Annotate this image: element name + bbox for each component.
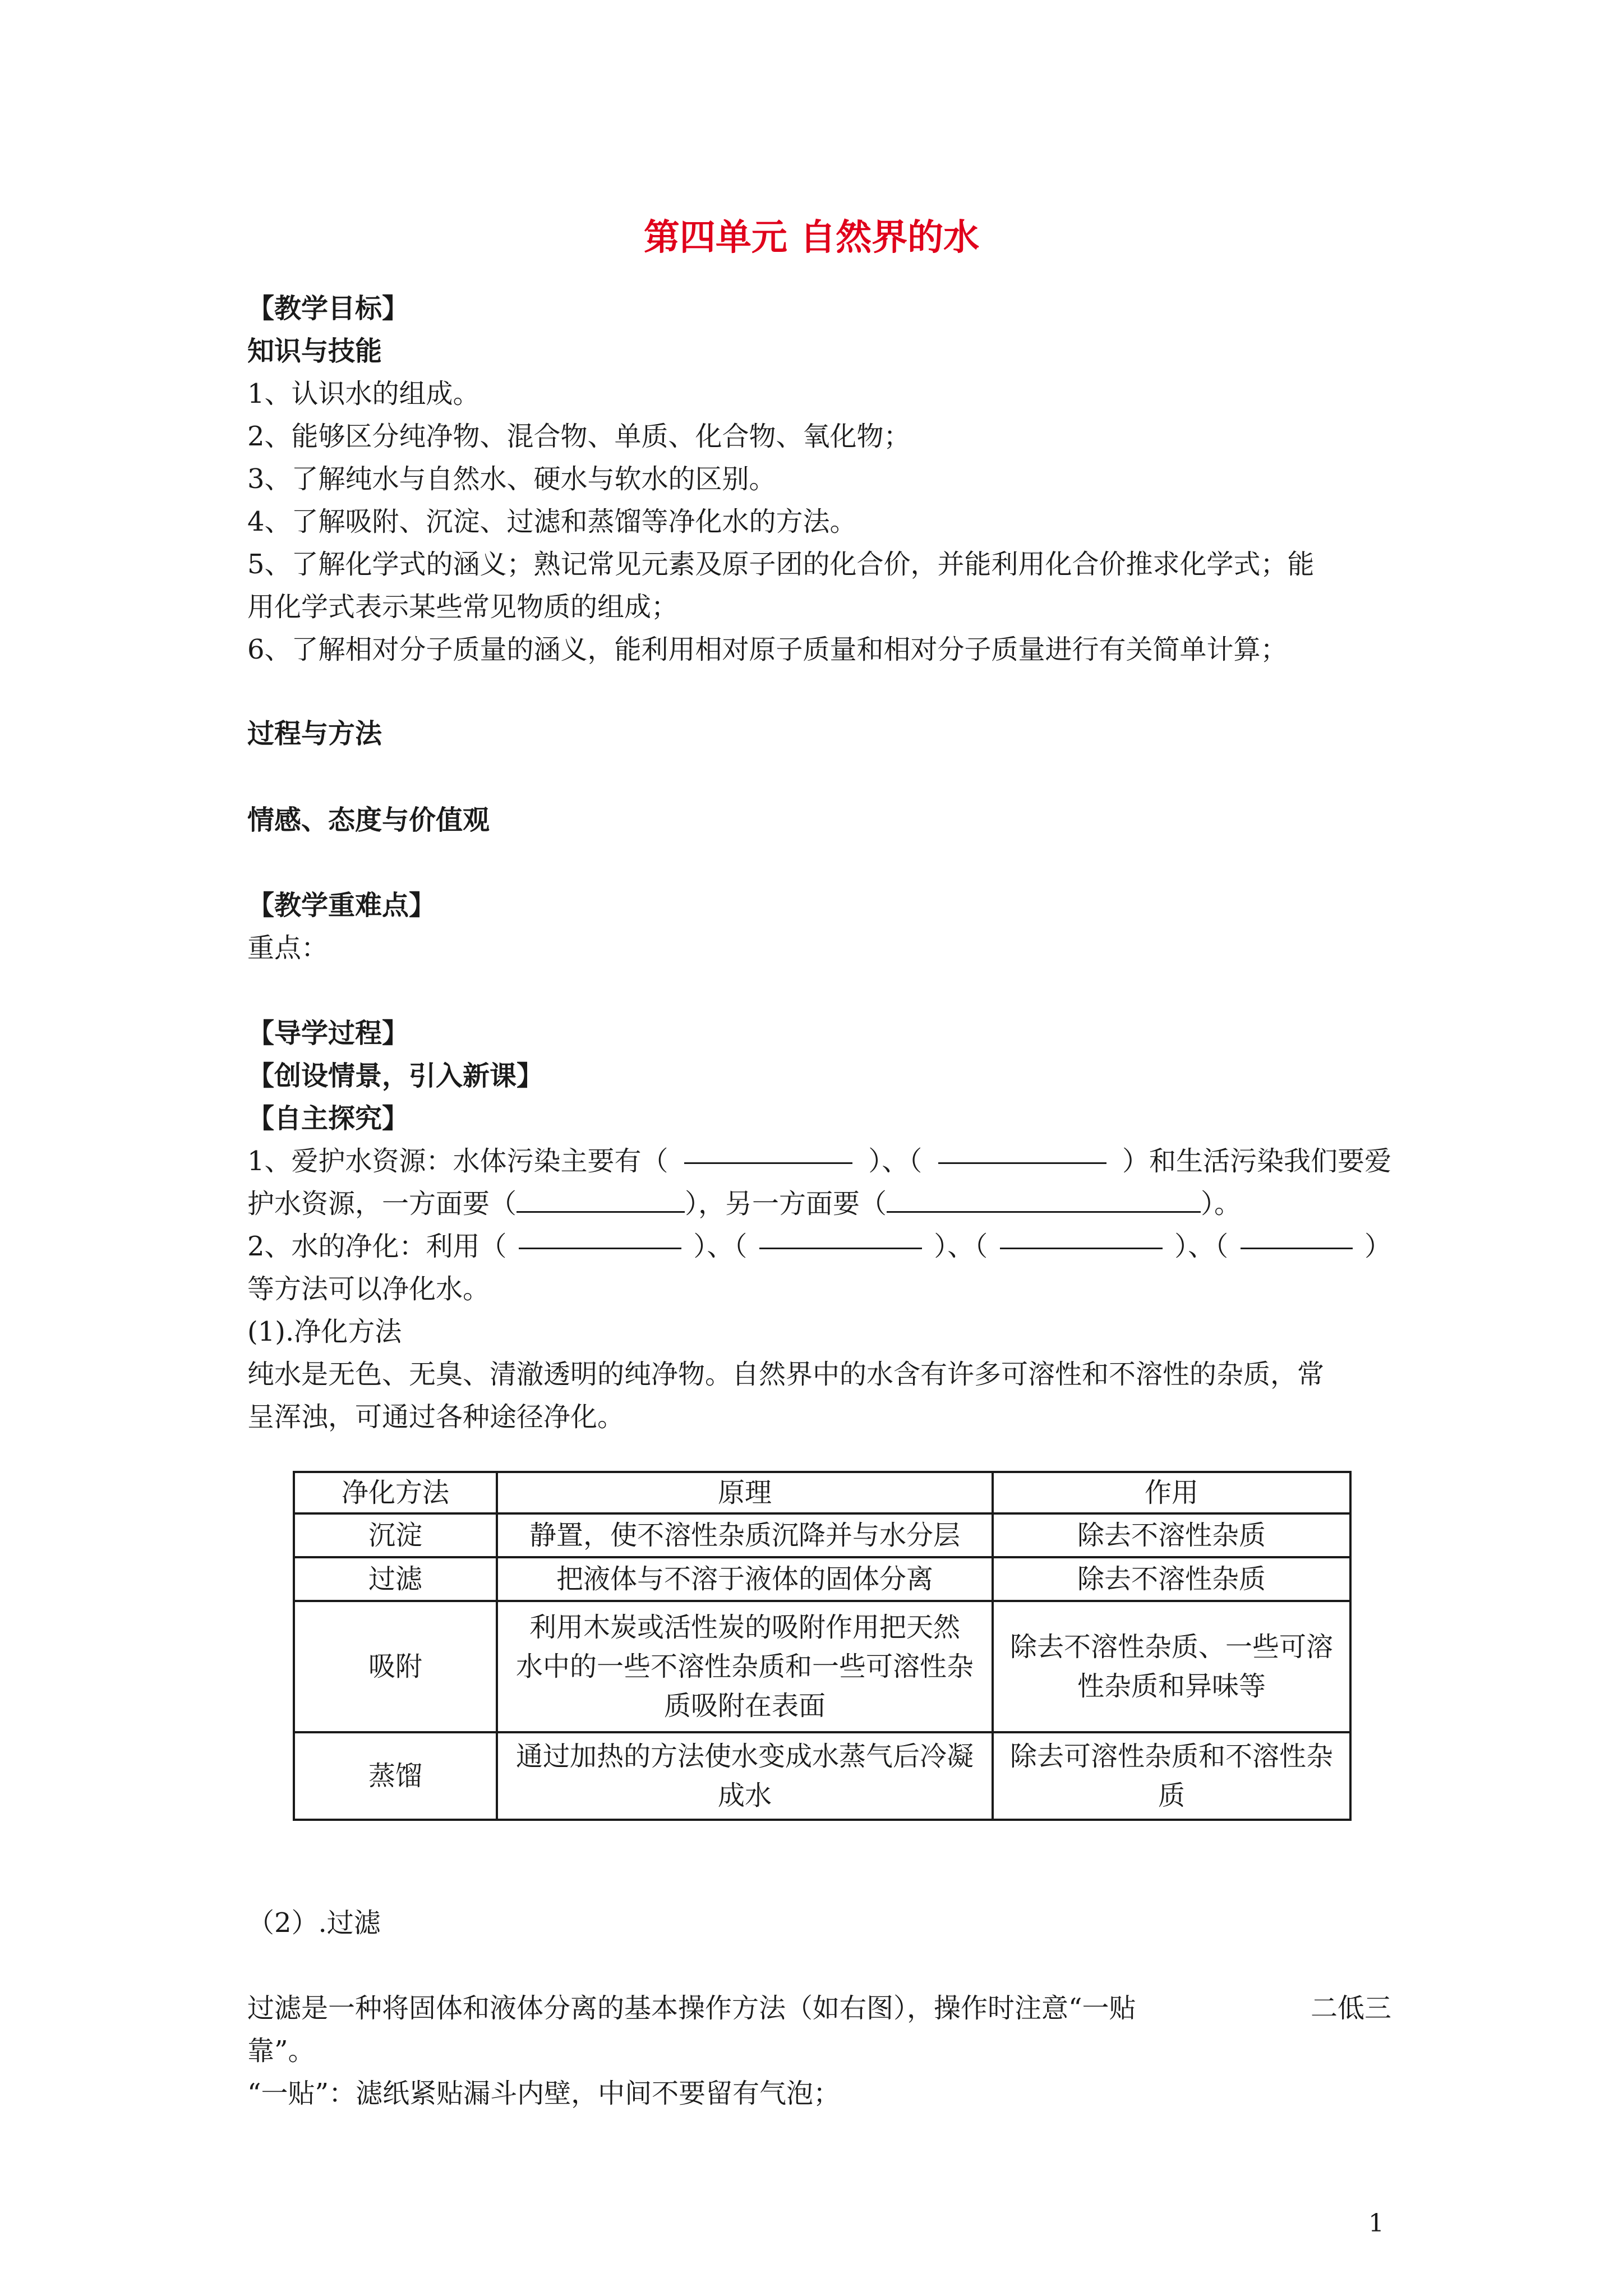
q1-text-e: ），另一方面要（ — [685, 1188, 887, 1220]
effect-cell — [993, 1601, 1350, 1732]
q1-text-c: ）和生活污染我们要爱 — [1122, 1145, 1391, 1177]
goal-item-6: 6、了解相对分子质量的涵义，能利用相对原子质量和相对分子质量进行有关简单计算； — [247, 634, 1288, 665]
table-header-row — [294, 1472, 1350, 1513]
effect-line: 质 — [1158, 1780, 1185, 1811]
principle-line: 静置，使不溶性杂质沉降并与水分层 — [529, 1520, 960, 1551]
q2-text-a: 2、水的净化：利用（ — [247, 1231, 507, 1262]
keypoints-heading: 【教学重难点】 — [247, 890, 436, 921]
principle-line: 利用木炭或活性炭的吸附作用把天然 — [529, 1612, 960, 1643]
filter-text-line-1 — [247, 1987, 1391, 2030]
effect-cell — [993, 1557, 1350, 1601]
process-heading: 过程与方法 — [247, 718, 382, 749]
q2-text-c: ）、（ — [934, 1231, 988, 1262]
effect-cell — [993, 1732, 1350, 1820]
question-1-line-1 — [247, 1140, 1391, 1182]
table-row — [294, 1732, 1350, 1820]
method-cell: 吸附 — [294, 1601, 497, 1732]
effect-line: 除去可溶性杂质和不溶性杂 — [1009, 1741, 1333, 1772]
goal-item-4: 4、了解吸附、沉淀、过滤和蒸馏等净化水的方法。 — [247, 506, 857, 537]
intro-heading: 【创设情景，引入新课】 — [247, 1060, 544, 1092]
method-cell: 过滤 — [294, 1557, 497, 1601]
filter-text-1a: 过滤是一种将固体和液体分离的基本操作方法（如右图），操作时注意“一贴 — [247, 1993, 1136, 2024]
filter-text-1b: 二低三 — [1310, 1993, 1391, 2024]
effect-line: 除去不溶性杂质 — [1077, 1563, 1266, 1595]
keypoints-label: 重点： — [247, 932, 329, 964]
q1-text-d: 护水资源，一方面要（ — [247, 1188, 517, 1220]
effect-line: 性杂质和异味等 — [1077, 1671, 1266, 1702]
principle-cell — [497, 1732, 993, 1820]
goal-item-2: 2、能够区分纯净物、混合物、单质、化合物、氧化物； — [247, 421, 911, 452]
effect-line: 除去不溶性杂质、一些可溶 — [1009, 1631, 1333, 1663]
q2-text-e: ） — [1364, 1231, 1391, 1262]
goals-heading: 【教学目标】 — [247, 293, 409, 324]
q1-text-a: 1、爱护水资源：水体污染主要有（ — [247, 1145, 668, 1177]
question-1-line-2 — [247, 1182, 1391, 1225]
question-2-line-1 — [247, 1225, 1391, 1268]
q2-text-b: ）、（ — [693, 1231, 748, 1262]
q2-blank-2[interactable] — [759, 1225, 922, 1249]
principle-line: 水中的一些不溶性杂质和一些可溶性杂 — [515, 1651, 974, 1682]
effect-line: 除去不溶性杂质 — [1077, 1520, 1266, 1551]
principle-line: 成水 — [717, 1780, 772, 1811]
table-header-method: 净化方法 — [294, 1472, 497, 1513]
principle-cell — [497, 1513, 993, 1557]
method-text-line-1: 纯水是无色、无臭、清澈透明的纯净物。自然界中的水含有许多可溶性和不溶性的杂质，常 — [247, 1359, 1325, 1390]
page-number: 1 — [1368, 2209, 1384, 2238]
effect-cell — [993, 1513, 1350, 1557]
goal-item-5: 5、了解化学式的涵义；熟记常见元素及原子团的化合价，并能利用化合价推求化学式；能 — [247, 549, 1315, 580]
knowledge-heading: 知识与技能 — [247, 335, 382, 367]
table-row — [294, 1557, 1350, 1601]
q1-text-b: ）、（ — [868, 1145, 923, 1177]
principle-line: 通过加热的方法使水变成水蒸气后冷凝 — [515, 1741, 974, 1772]
table-header-principle: 原理 — [497, 1472, 993, 1513]
goal-item-3: 3、了解纯水与自然水、硬水与软水的区别。 — [247, 463, 776, 495]
q2-blank-3[interactable] — [1000, 1225, 1163, 1249]
filter-text-line-3: “一贴”：滤纸紧贴漏斗内壁，中间不要留有气泡； — [247, 2078, 841, 2109]
page-title: 第四单元 自然界的水 — [643, 217, 980, 259]
q1-blank-4[interactable] — [887, 1189, 1201, 1213]
guide-heading: 【导学过程】 — [247, 1018, 409, 1049]
table-header-effect: 作用 — [993, 1472, 1350, 1513]
q2-text-d: ）、（ — [1174, 1231, 1229, 1262]
method-cell: 沉淀 — [294, 1513, 497, 1557]
explore-heading: 【自主探究】 — [247, 1103, 409, 1134]
principle-line: 质吸附在表面 — [663, 1690, 826, 1722]
attitude-heading: 情感、态度与价值观 — [247, 804, 490, 836]
method-heading: (1).净化方法 — [247, 1316, 402, 1347]
q1-blank-3[interactable] — [517, 1189, 685, 1213]
table-row — [294, 1513, 1350, 1557]
filter-text-line-2: 靠”。 — [247, 2035, 315, 2067]
q1-blank-1[interactable] — [684, 1140, 852, 1164]
principle-line: 把液体与不溶于液体的固体分离 — [556, 1563, 933, 1595]
filter-heading: （2）.过滤 — [247, 1907, 381, 1939]
method-cell: 蒸馏 — [294, 1732, 497, 1820]
goal-item-5-cont: 用化学式表示某些常见物质的组成； — [247, 591, 679, 623]
q2-blank-1[interactable] — [519, 1225, 681, 1249]
question-2-line-2: 等方法可以净化水。 — [247, 1273, 490, 1305]
q1-text-f: ）。 — [1201, 1188, 1242, 1220]
table-row — [294, 1601, 1350, 1732]
principle-cell — [497, 1601, 993, 1732]
principle-cell — [497, 1557, 993, 1601]
q2-blank-4[interactable] — [1241, 1225, 1353, 1249]
method-text-line-2: 呈浑浊，可通过各种途径净化。 — [247, 1401, 625, 1433]
purification-table — [293, 1471, 1352, 1821]
goal-item-1: 1、认识水的组成。 — [247, 378, 480, 409]
q1-blank-2[interactable] — [938, 1140, 1106, 1164]
